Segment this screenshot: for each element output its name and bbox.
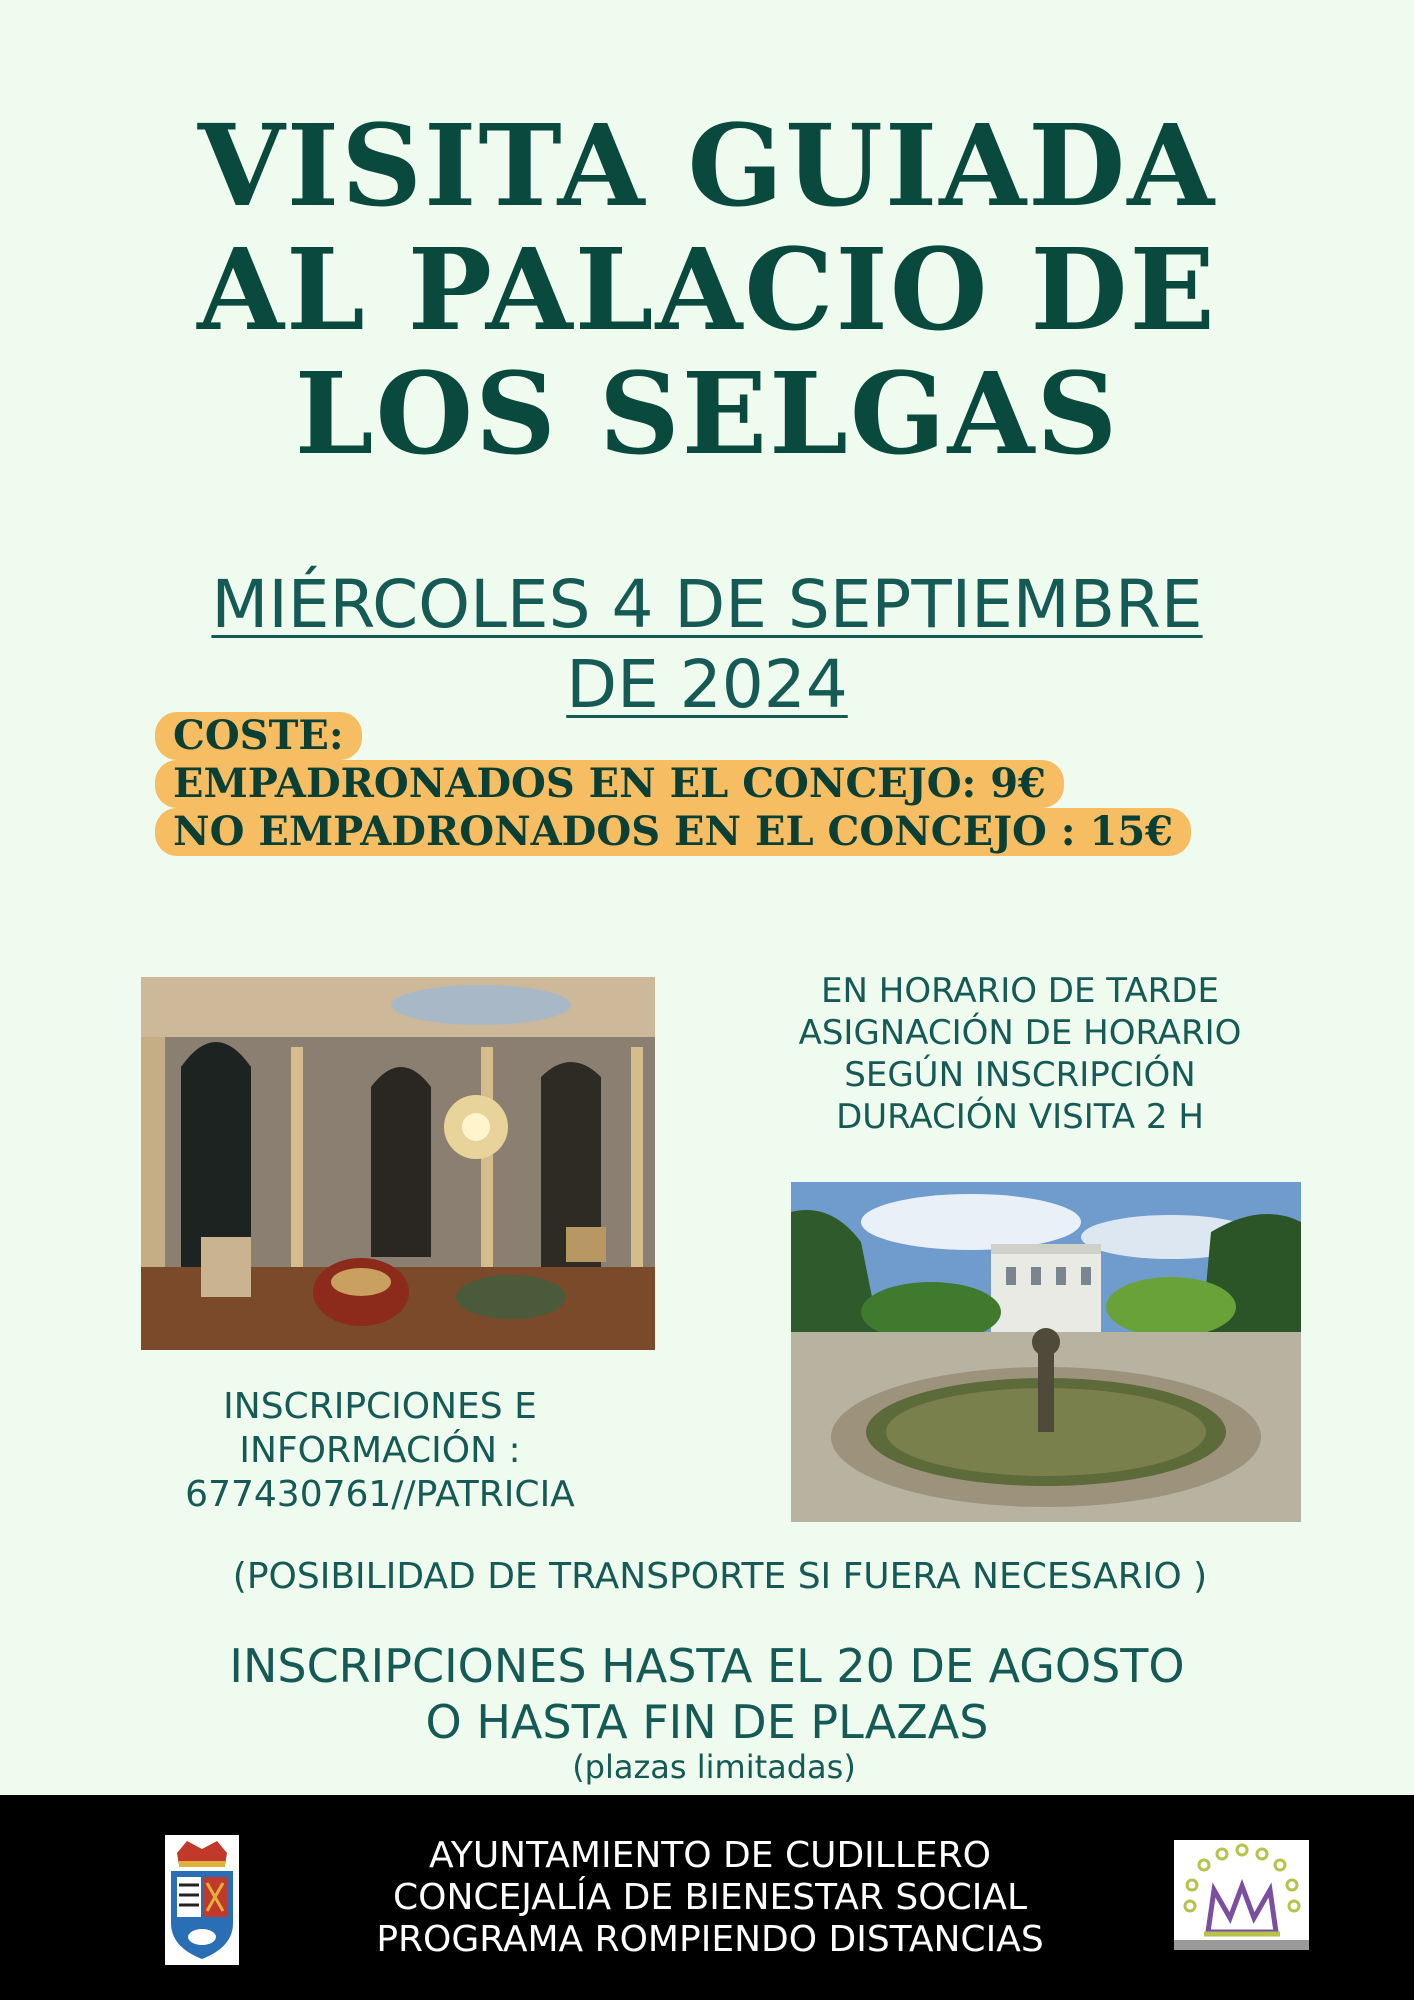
deadline-line-2: O HASTA FIN DE PLAZAS xyxy=(425,1695,989,1749)
limited-places-note: (plazas limitadas) xyxy=(572,1748,856,1786)
cost-not-registered: NO EMPADRONADOS EN EL CONCEJO : 15€ xyxy=(155,808,1191,856)
registration-info xyxy=(130,1385,630,1517)
palace-garden-photo xyxy=(791,1182,1301,1522)
title-line-3: LOS SELGAS xyxy=(294,349,1120,480)
footer xyxy=(0,1795,1414,2000)
poster-title xyxy=(0,101,1414,480)
schedule-line-1: EN HORARIO DE TARDE xyxy=(821,971,1219,1011)
schedule-line-3: SEGÚN INSCRIPCIÓN xyxy=(844,1055,1196,1095)
program-logo xyxy=(1174,1840,1309,1950)
registration-deadline xyxy=(0,1638,1414,1750)
date-line-1: MIÉRCOLES 4 DE SEPTIEMBRE xyxy=(211,566,1203,643)
deadline-line-1: INSCRIPCIONES HASTA EL 20 DE AGOSTO xyxy=(229,1639,1185,1693)
title-line-2: AL PALACIO DE xyxy=(197,225,1217,356)
cost-box xyxy=(155,712,1191,856)
schedule-info xyxy=(740,970,1300,1138)
footer-credits xyxy=(330,1835,1090,1961)
schedule-line-4: DURACIÓN VISITA 2 H xyxy=(836,1097,1204,1137)
cost-heading: COSTE: xyxy=(155,712,362,760)
palace-interior-photo xyxy=(141,977,655,1350)
event-date xyxy=(0,565,1414,725)
footer-line-2: CONCEJALÍA DE BIENESTAR SOCIAL xyxy=(392,1877,1028,1918)
registration-line-2: INFORMACIÓN : xyxy=(239,1430,521,1471)
cost-registered: EMPADRONADOS EN EL CONCEJO: 9€ xyxy=(155,760,1064,808)
municipal-crest-logo xyxy=(165,1835,239,1965)
registration-phone: 677430761//PATRICIA xyxy=(185,1474,575,1515)
transport-note: (POSIBILIDAD DE TRANSPORTE SI FUERA NECESARIO ) xyxy=(232,1556,1208,1597)
date-line-2: DE 2024 xyxy=(566,646,848,723)
footer-line-1: AYUNTAMIENTO DE CUDILLERO xyxy=(429,1835,991,1876)
registration-line-1: INSCRIPCIONES E xyxy=(223,1386,537,1427)
footer-line-3: PROGRAMA ROMPIENDO DISTANCIAS xyxy=(376,1919,1044,1960)
title-line-1: VISITA GUIADA xyxy=(197,101,1217,232)
schedule-line-2: ASIGNACIÓN DE HORARIO xyxy=(798,1013,1242,1053)
